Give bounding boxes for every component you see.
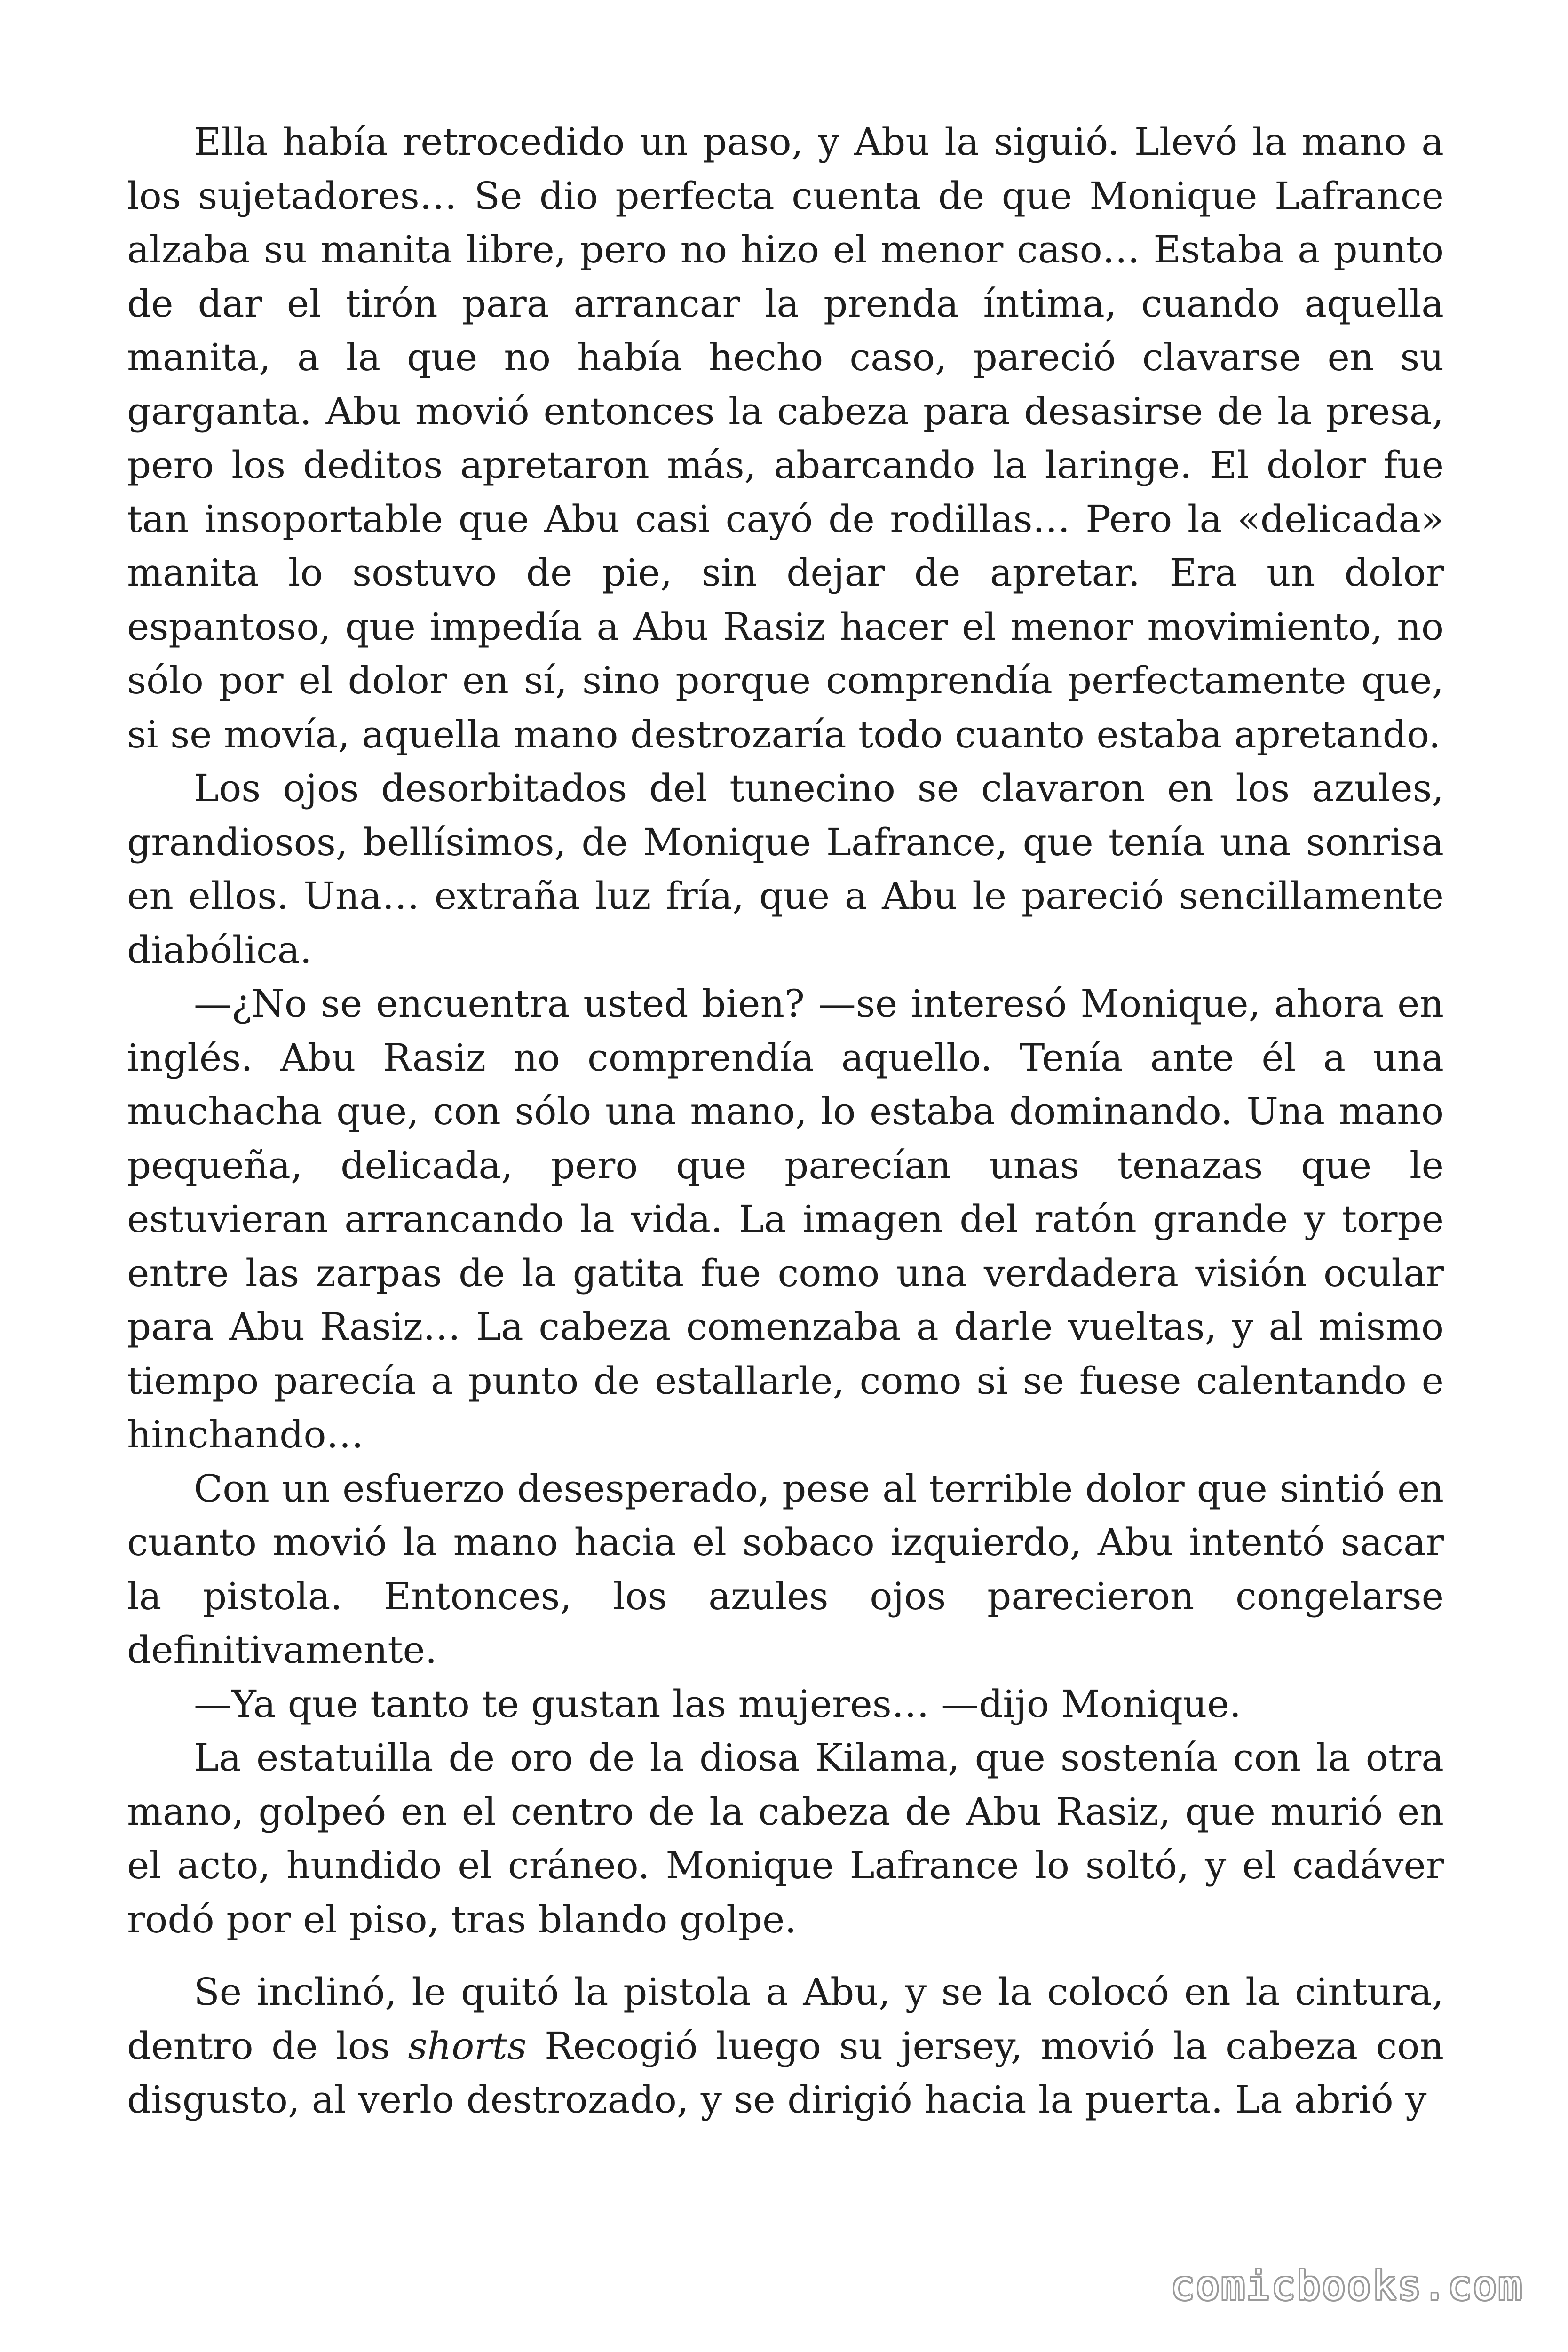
emphasis-word: shorts [408, 2024, 527, 2068]
paragraph-2: Los ojos desorbitados del tunecino se clavaron en los azules, grandiosos, bellísimos, de Monique Lafrance, que tenía una sonrisa en ellos. Una… extraña luz fría, que a Abu le pareció sencillamente diabólica. [127, 766, 1444, 972]
paragraph-7 [127, 1965, 1444, 2127]
paragraph-5: —Ya que tanto te gustan las mujeres… —dijo Monique. [194, 1682, 1242, 1726]
paragraph-4: Con un esfuerzo desesperado, pese al terrible dolor que sintió en cuanto movió la mano hacia el sobaco izquierdo, Abu intentó sacar la pistola. Entonces, los azules ojos parecieron congelarse definitivamente. [127, 1466, 1444, 1672]
paragraph-6: La estatuilla de oro de la diosa Kilama, que sostenía con la otra mano, golpeó en el centro de la cabeza de Abu Rasiz, que murió en el acto, hundido el cráneo. Monique Lafrance lo soltó, y el cadáver rodó por el piso, tras blando golpe. [127, 1736, 1444, 1941]
paragraph-7-after: Recogió luego su jersey, movió la cabeza con disgusto, al verlo destrozado, y se dirigió hacia la puerta. La abrió y [127, 2024, 1444, 2122]
body-text [127, 115, 1444, 2127]
paragraph-1: Ella había retrocedido un paso, y Abu la siguió. Llevó la mano a los sujetadores… Se dio perfecta cuenta de que Monique Lafrance alzaba su manita libre, pero no hizo el menor caso… Estaba a punto de dar el tirón para arrancar la prenda íntima, cuando aquella manita, a la que no había hecho caso, pareció clavarse en su garganta. Abu movió entonces la cabeza para desasirse de la presa, pero los deditos apretaron más, abarcando la laringe. El dolor fue tan insoportable que Abu casi cayó de rodillas… Pero la «delicada» manita lo sostuvo de pie, sin dejar de apretar. Era un dolor espantoso, que impedía a Abu Rasiz hacer el menor movimiento, no sólo por el dolor en sí, sino porque comprendía perfectamente que, si se movía, aquella mano destrozaría todo cuanto estaba apretando. [127, 120, 1444, 756]
paragraph-7-before: Se inclinó, le quitó la pistola a Abu, y se la colocó en la cintura, dentro de los [127, 1970, 1444, 2068]
paragraph-3: —¿No se encuentra usted bien? —se interesó Monique, ahora en inglés. Abu Rasiz no comprendía aquello. Tenía ante él a una muchacha que, con sólo una mano, lo estaba dominando. Una mano pequeña, delicada, pero que parecían unas tenazas que le estuvieran arrancando la vida. La imagen del ratón grande y torpe entre las zarpas de la gatita fue como una verdadera visión ocular para Abu Rasiz… La cabeza comenzaba a darle vueltas, y al mismo tiempo parecía a punto de estallarle, como si se fuese calentando e hinchando… [127, 982, 1444, 1456]
watermark-logo: comicbooks.com [1170, 2263, 1523, 2309]
